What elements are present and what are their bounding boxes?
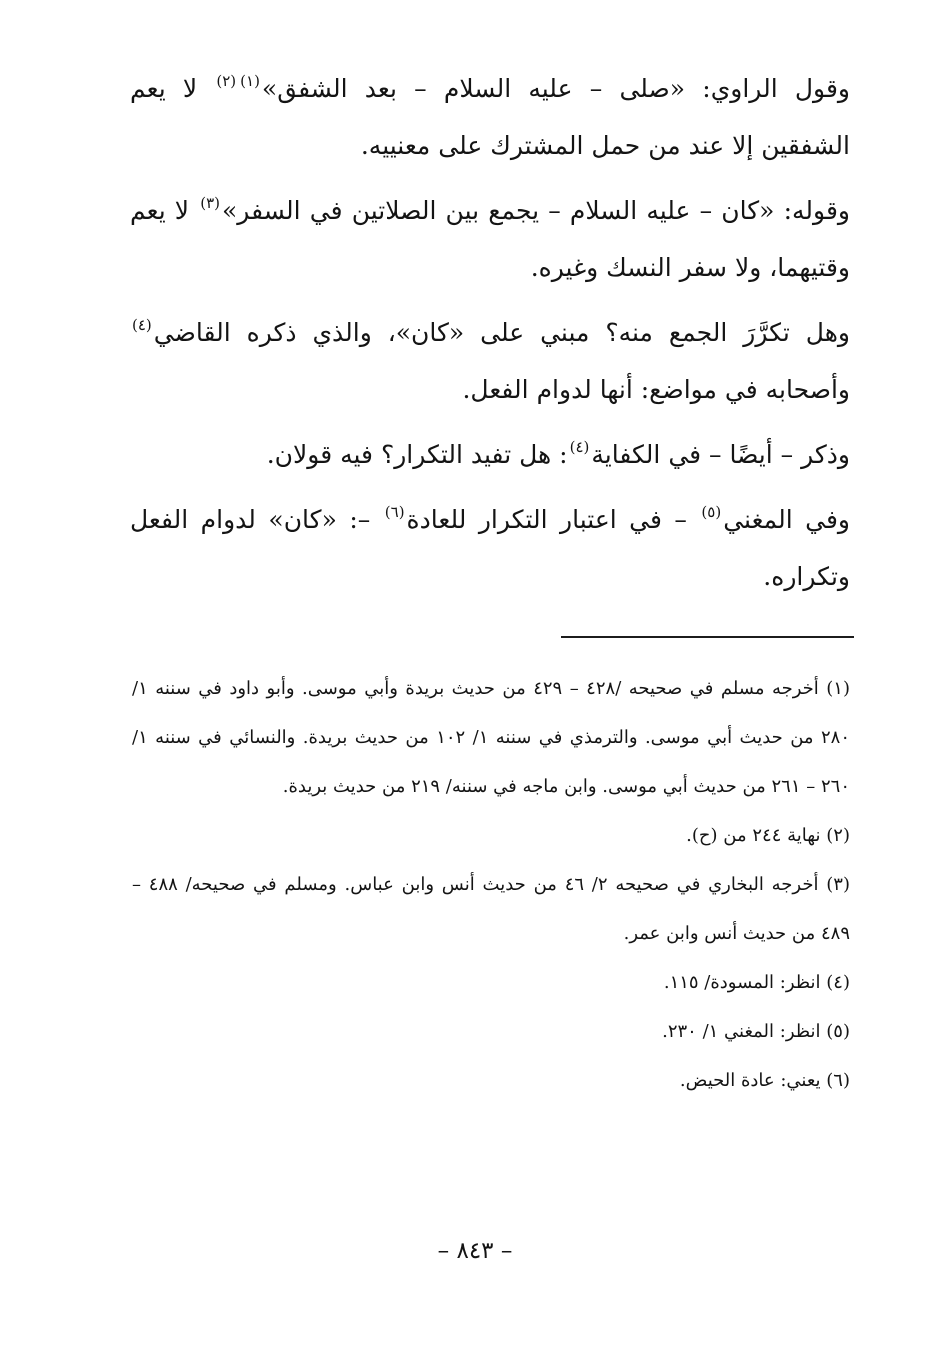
footnote-ref[interactable]: (٢) xyxy=(216,72,237,90)
footnote-ref[interactable]: (٤) xyxy=(132,316,152,334)
paragraph-2: وقوله: «كان – عليه السلام – يجمع بين الصلاتين في السفر»$^{(٣)}$ لا يعم وقتيهما، ولا سفر النسك وغيره. xyxy=(130,194,850,282)
main-text xyxy=(130,60,850,605)
footnote-separator xyxy=(561,636,854,638)
footnote-6: (٦) يعني: عادة الحيض. xyxy=(679,1070,850,1091)
footnote-4: (٤) انظر: المسودة/ ١١٥. xyxy=(663,972,850,993)
footnote-1: (١) أخرجه مسلم في صحيحه /٤٢٨ – ٤٢٩ من حديث بريدة وأبي موسى. وأبو داود في سننه ١/ ٢٨٠ من حديث أبي موسى. والترمذي في سننه ١/ ١٠٢ من حديث بريدة. والنسائي في سننه ١/ ٢٦٠ – ٢٦١ من حديث أبي موسى. وابن ماجه في سننه/ ٢١٩ من حديث بريدة. xyxy=(132,678,850,797)
page-number: – ٨٤٣ – xyxy=(437,1238,513,1264)
paragraph-4: وذكر – أيضًا – في الكفاية$^{(٤)}$: هل تفيد التكرار؟ فيه قولان. xyxy=(266,438,850,469)
paragraph-1: وقول الراوي: «صلى – عليه السلام – بعد الشفق»$^{(١)(٢)}$ لا يعم الشفقين إلا عند من حمل المشترك على معنييه. xyxy=(130,72,850,160)
footnotes xyxy=(132,664,850,1105)
footnote-ref[interactable]: (٣) xyxy=(200,194,221,212)
paragraph-5: وفي المغني$^{(٥)}$ – في اعتبار التكرار للعادة$^{(٦)}$ –: «كان» لدوام الفعل وتكراره. xyxy=(130,503,851,591)
footnote-ref[interactable]: (٤) xyxy=(569,438,590,456)
footnote-ref[interactable]: (٦) xyxy=(384,503,405,521)
footnote-2: (٢) نهاية ٢٤٤ من (ح). xyxy=(686,825,850,846)
footnote-3: (٣) أخرجه البخاري في صحيحه ٢/ ٤٦ من حديث أنس وابن عباس. ومسلم في صحيحه/ ٤٨٨ – ٤٨٩ من حديث أنس وابن عمر. xyxy=(132,874,850,944)
footnote-5: (٥) انظر: المغني ١/ ٢٣٠. xyxy=(662,1021,850,1042)
paragraph-3: وهل تكرَّرَ الجمع منه؟ مبني على «كان»، والذي ذكره القاضي$^{(٤)}$ وأصحابه في مواضع: أنها لدوام الفعل. xyxy=(132,316,850,404)
footnote-ref[interactable]: (٥) xyxy=(701,503,722,521)
footnote-ref[interactable]: (١) xyxy=(240,72,260,90)
